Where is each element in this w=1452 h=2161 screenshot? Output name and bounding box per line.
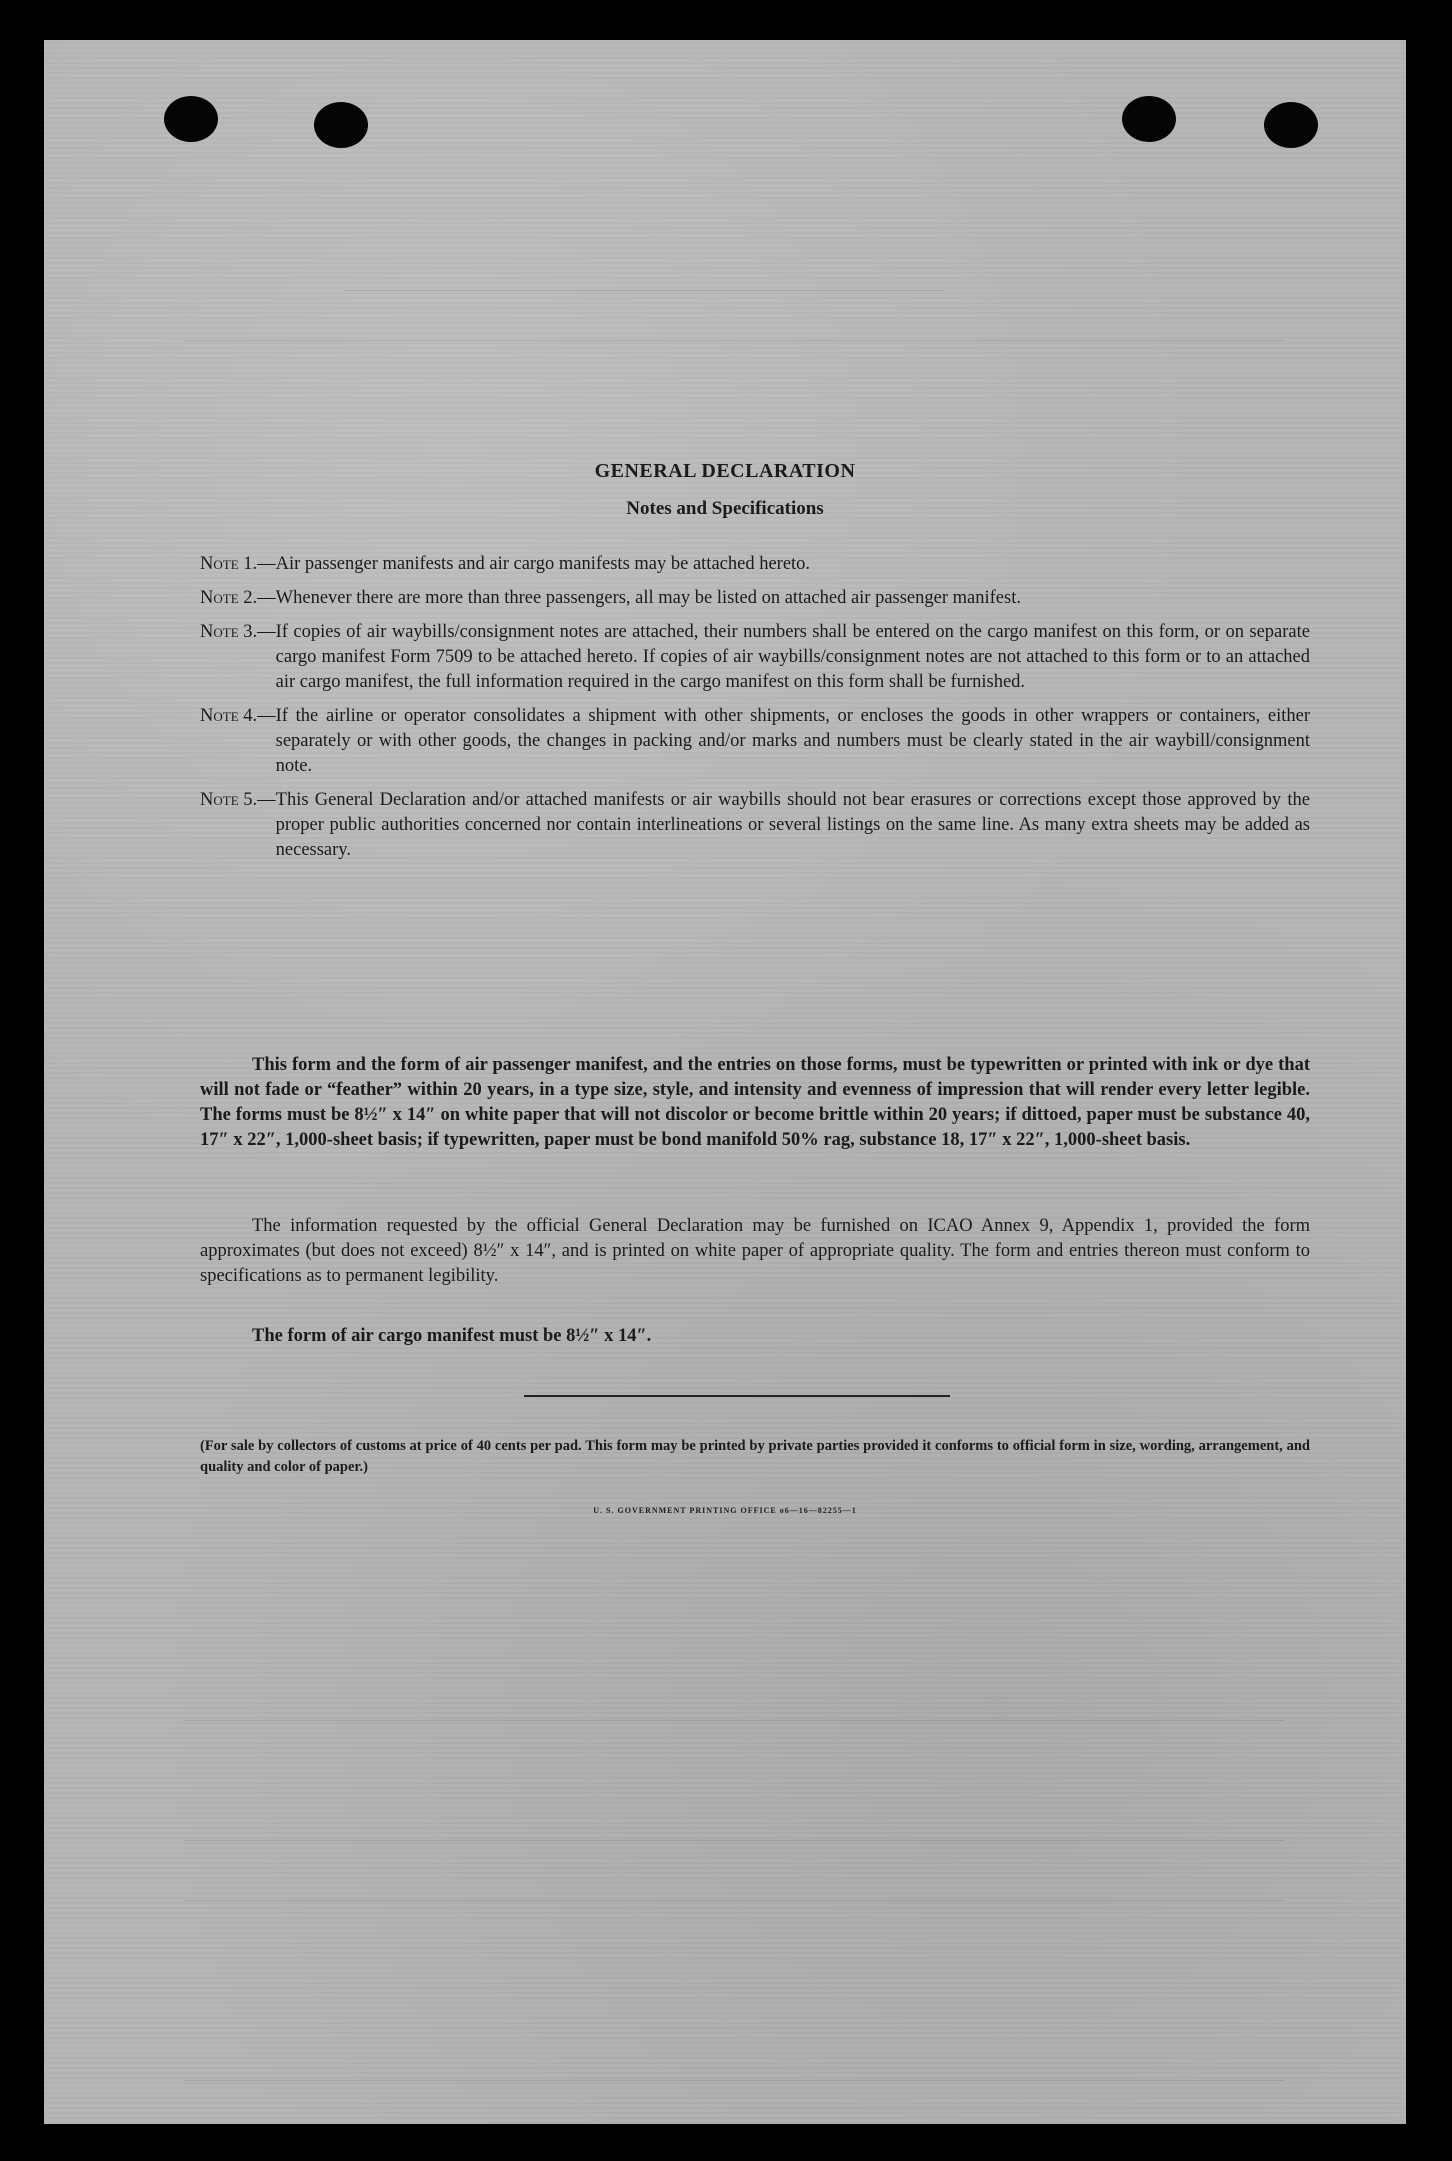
note-label: Note 5.—: [200, 790, 276, 810]
note-text: This General Declaration and/or attached manifests or air waybills should not bear erasures or corrections except those approved by the proper public authorities concerned nor contain interlineations or several listings on the same line. As many extra sheets may be added as necessary.: [275, 790, 1310, 860]
note-text: Whenever there are more than three passengers, all may be listed on attached air passenger manifest.: [275, 588, 1021, 608]
note-3: [200, 620, 1310, 695]
document-subtitle: Notes and Specifications: [626, 498, 824, 519]
note-2: [200, 586, 1310, 611]
paragraph-cargo-manifest-size: The form of air cargo manifest must be 8½″ x 14″.: [252, 1326, 652, 1346]
bleed-through-line: [184, 1840, 1284, 1841]
paragraph-form-requirements: This form and the form of air passenger manifest, and the entries on those forms, must be typewritten or printed with ink or dye that will not fade or “feather” within 20 years, in a type size, style, and intensity and evenness of impression that will render every letter legible. The forms must be 8½″ x 14″ on white paper that will not discolor or become brittle within 20 years; if dittoed, paper must be substance 40, 17″ x 22″, 1,000-sheet basis; if typewritten, paper must be bond manifold 50% rag, substance 18, 17″ x 22″, 1,000-sheet basis.: [200, 1055, 1310, 1150]
bleed-through-line: [184, 2080, 1284, 2081]
note-label: Note 2.—: [200, 588, 276, 608]
note-text: If the airline or operator consolidates a shipment with other shipments, or encloses the goods in other wrappers or containers, either separately or with other goods, the changes in packing and/or marks and numbers must be clearly stated in the air waybill/consignment note.: [275, 706, 1310, 776]
note-label: Note 1.—: [200, 554, 276, 574]
note-1: [200, 552, 1310, 577]
punch-hole-4: [1264, 102, 1318, 148]
note-5: [200, 788, 1310, 863]
divider: [524, 1395, 950, 1397]
sale-notice: (For sale by collectors of customs at price of 40 cents per pad. This form may be printed by private parties provided it conforms to official form in size, wording, arrangement, and quality and color of paper.): [200, 1438, 1310, 1475]
punch-hole-2: [314, 102, 368, 148]
bleed-through-line: [184, 1720, 1284, 1721]
note-text: Air passenger manifests and air cargo manifests may be attached hereto.: [275, 554, 811, 574]
notes-list: [200, 552, 1310, 872]
note-label: Note 4.—: [200, 706, 276, 726]
note-text: If copies of air waybills/consignment notes are attached, their numbers shall be entered on the cargo manifest on this form, or on separate cargo manifest Form 7509 to be attached hereto. If copies of air waybills/consignment notes are not attached to this form or to an attached air cargo manifest, the full information required in the cargo manifest on this form shall be furnished.: [275, 622, 1310, 692]
bleed-through-line: [184, 340, 1284, 341]
note-4: [200, 704, 1310, 779]
printing-office-imprint: U. S. GOVERNMENT PRINTING OFFICE o6—16—82255—1: [593, 1506, 857, 1515]
paragraph-icao-annex: The information requested by the official General Declaration may be furnished on ICAO Annex 9, Appendix 1, provided the form approximates (but does not exceed) 8½″ x 14″, and is printed on white paper of appropriate quality. The form and entries thereon must conform to specifications as to permanent legibility.: [200, 1216, 1310, 1286]
document-title: GENERAL DECLARATION: [594, 460, 856, 482]
punch-hole-1: [164, 96, 218, 142]
document-page: [44, 40, 1406, 2124]
bleed-through-line: [184, 1900, 1284, 1901]
punch-hole-3: [1122, 96, 1176, 142]
bleed-through-line: [344, 290, 944, 291]
note-label: Note 3.—: [200, 622, 276, 642]
